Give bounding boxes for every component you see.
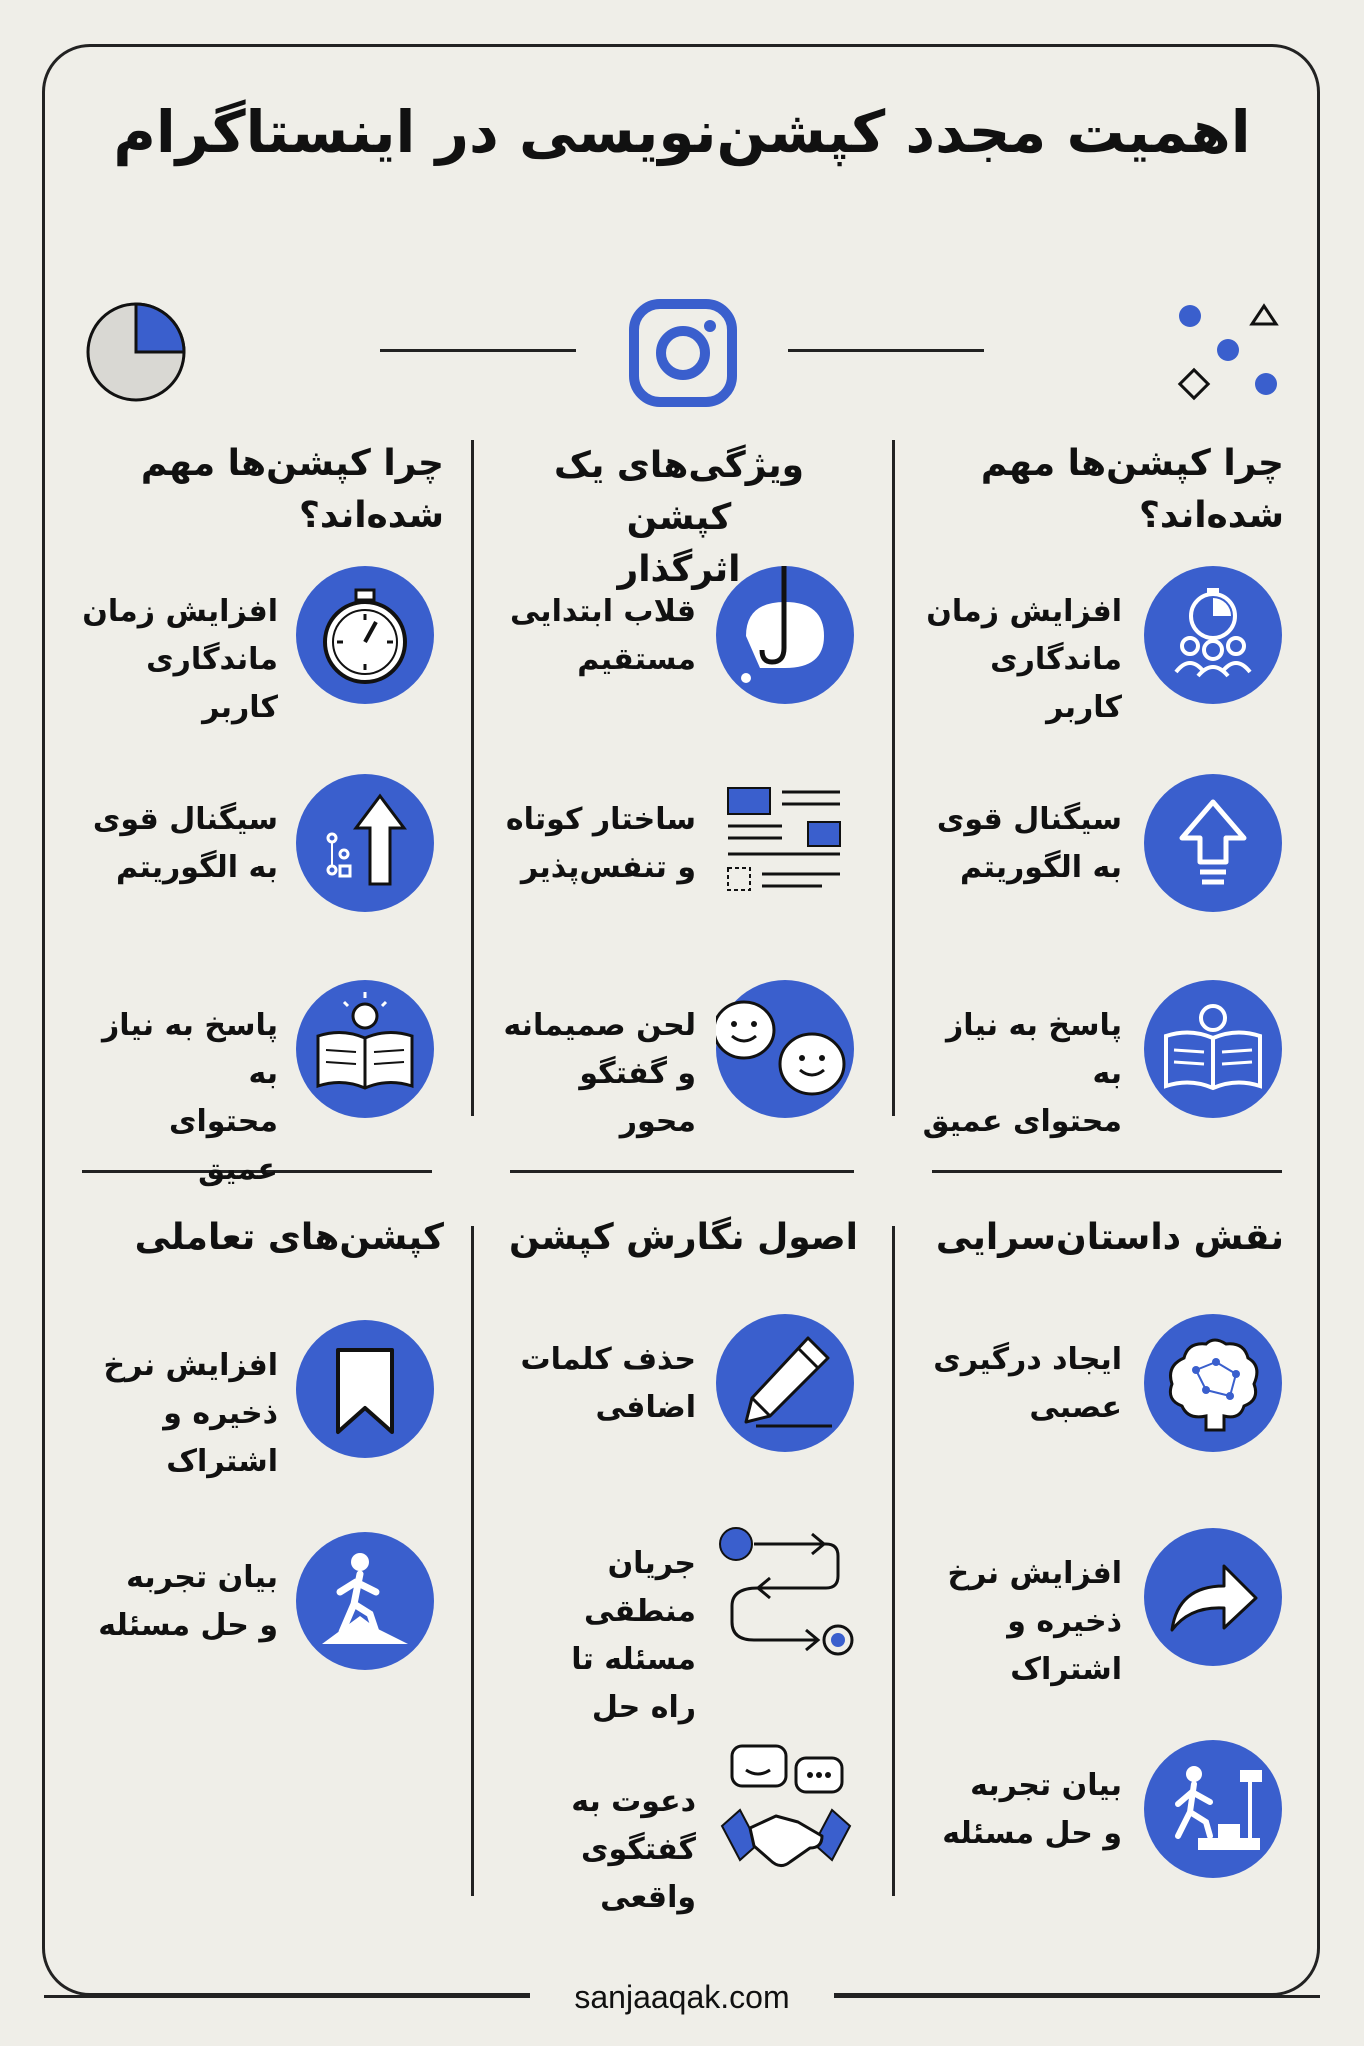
item-text: ساختار کوتاه و تنفس‌پذیر: [505, 802, 696, 885]
bookmark-icon: [296, 1320, 434, 1458]
item-text: سیگنال قوی به الگوریتم: [92, 802, 278, 885]
book-bulb-icon: [296, 980, 434, 1118]
up-arrow-flow-icon: [296, 774, 434, 912]
item-text: پاسخ به نیاز به محتوای عمیق: [922, 1008, 1122, 1139]
instagram-icon: [628, 298, 738, 408]
item-text: افزایش زمان ماندگاری کاربر: [926, 594, 1122, 725]
item-text: قلاب ابتدایی مستقیم: [509, 594, 696, 677]
column-divider: [892, 440, 895, 1116]
item-text: افزایش زمان ماندگاری کاربر: [82, 594, 278, 725]
item-text: حذف کلمات اضافی: [520, 1342, 696, 1425]
column-divider: [471, 440, 474, 1116]
pencil-icon: [716, 1314, 854, 1452]
item-text: افزایش نرخ ذخیره و اشتراک: [947, 1556, 1122, 1687]
item-text: ایجاد درگیری عصبی: [933, 1342, 1122, 1425]
stopwatch-icon: [296, 566, 434, 704]
hiker-icon: [296, 1532, 434, 1670]
item-text: افزایش نرخ ذخیره و اشتراک: [103, 1348, 278, 1479]
brain-icon: [1144, 1314, 1282, 1452]
section-heading: اصول نگارش کپشن: [508, 1217, 858, 1258]
timer-users-icon: [1144, 566, 1282, 704]
item-text: بیان تجربه و حل مسئله: [98, 1560, 278, 1643]
section-heading: چرا کپشن‌ها مهم شده‌اند؟: [980, 443, 1284, 536]
page-title: اهمیت مجدد کپشن‌نویسی در اینستاگرام: [113, 98, 1251, 166]
column-divider: [471, 1226, 474, 1896]
item-text: دعوت به گفتگوی واقعی: [571, 1784, 696, 1915]
handshake-chat-icon: [718, 1740, 854, 1880]
up-arrow-icon: [1144, 774, 1282, 912]
item-text: سیگنال قوی به الگوریتم: [936, 802, 1122, 885]
row-divider: [932, 1170, 1282, 1173]
section-heading: کپشن‌های تعاملی: [134, 1217, 444, 1258]
pie-chart-icon: [84, 300, 188, 404]
layout-blocks-icon: [722, 782, 848, 902]
item-text: پاسخ به نیاز به محتوای عمیق: [101, 1008, 278, 1187]
item-text: لحن صمیمانه و گفتگو محور: [503, 1008, 696, 1139]
section-heading: نقش داستان‌سرایی: [935, 1217, 1284, 1258]
shapes-icon: [1172, 300, 1282, 404]
divider-left: [380, 349, 576, 352]
section-heading: ویژگی‌های یک کپشن اثرگذار: [553, 445, 805, 590]
hook-bubble-icon: [716, 566, 854, 704]
share-arrow-icon: [1144, 1528, 1282, 1666]
book-bulb-icon: [1144, 980, 1282, 1118]
item-text: جریان منطقی مسئله تا راه حل: [571, 1546, 696, 1725]
footer-url[interactable]: sanjaaqak.com: [530, 1972, 834, 2022]
flow-path-icon: [714, 1522, 858, 1672]
divider-right: [788, 349, 984, 352]
row-divider: [510, 1170, 854, 1173]
section-heading: چرا کپشن‌ها مهم شده‌اند؟: [140, 443, 444, 536]
column-divider: [892, 1226, 895, 1896]
smile-bubbles-icon: [716, 980, 854, 1118]
climber-icon: [1144, 1740, 1282, 1878]
item-text: بیان تجربه و حل مسئله: [942, 1768, 1122, 1851]
